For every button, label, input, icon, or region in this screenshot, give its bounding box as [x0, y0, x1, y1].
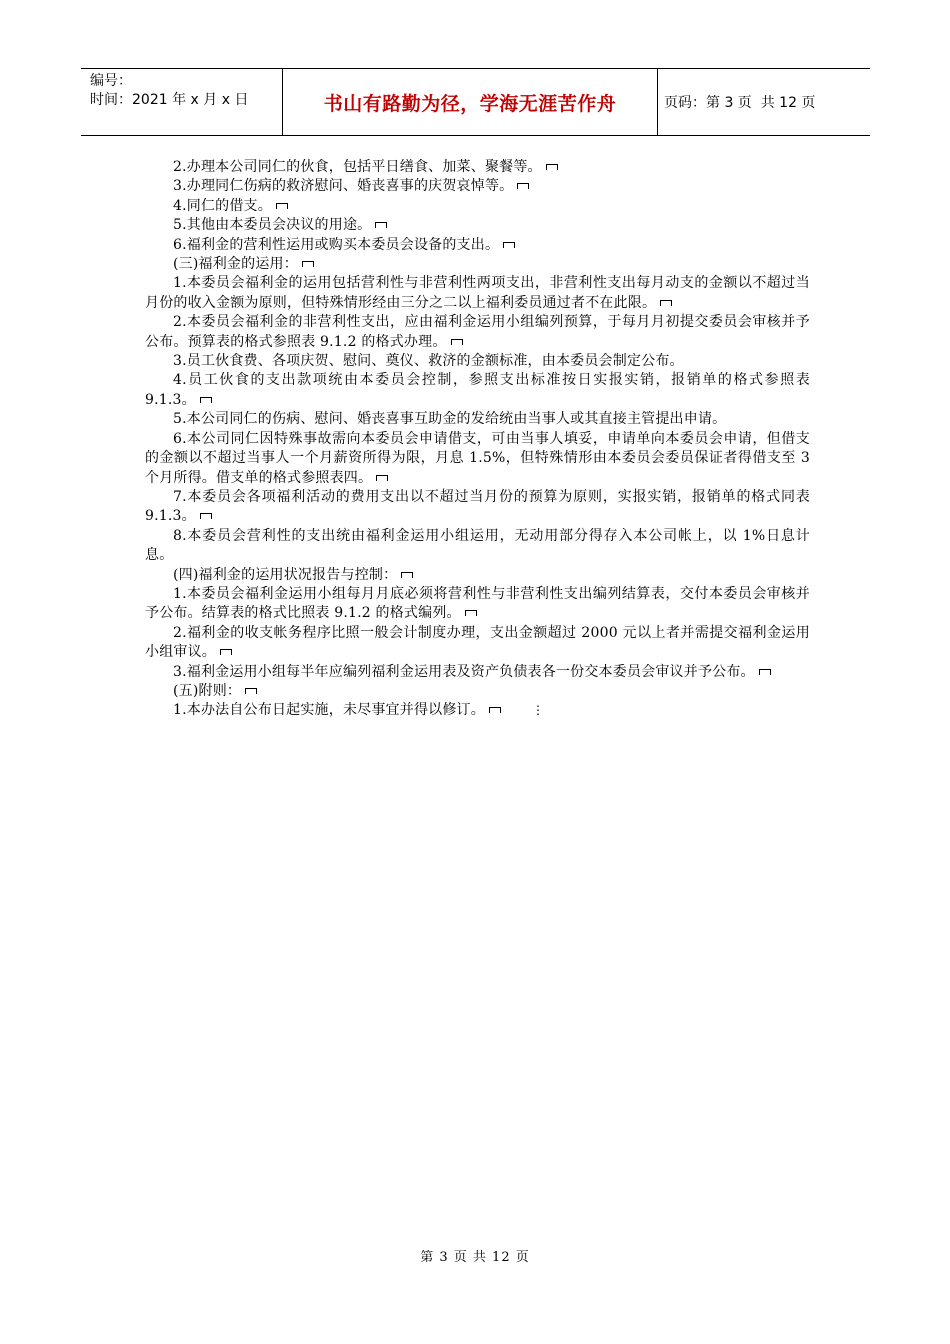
paragraph: 3.员工伙食费、各项庆贺、慰问、奠仪、救济的金额标准，由本委员会制定公布。: [173, 353, 684, 370]
paragraph-mark-icon: [546, 164, 558, 170]
page-footer: 第 3 页 共 12 页: [420, 1250, 530, 1265]
paragraph-mark-icon: [200, 513, 212, 519]
paragraph: 1.本办法自公布日起实施，未尽事宜并得以修订。 ⋮: [145, 701, 810, 720]
paragraph-mark-icon: [660, 300, 672, 306]
doc-number-label: 编号：: [90, 73, 132, 89]
header-motto: 书山有路勤为径，学海无涯苦作舟: [283, 69, 658, 135]
page-header: [81, 68, 870, 136]
section-heading: (五)附则：: [145, 682, 810, 701]
paragraph-mark-icon: [302, 261, 314, 267]
paragraph-mark-icon: [517, 183, 529, 189]
paragraph-mark-icon: [465, 610, 477, 616]
paragraph: 6.福利金的营利性运用或购买本委员会设备的支出。: [145, 236, 810, 255]
paragraph: 4.员工伙食的支出款项统由本委员会控制，参照支出标准按日实报实销，报销单的格式参照表 9.1.3。: [145, 372, 810, 408]
vertical-dots-icon: ⋮: [531, 703, 545, 718]
paragraph: 5.其他由本委员会决议的用途。: [145, 216, 810, 235]
document-body: [145, 158, 810, 721]
section-heading: (三)福利金的运用：: [145, 255, 810, 274]
paragraph-mark-icon: [376, 475, 388, 481]
paragraph-mark-icon: [759, 669, 771, 675]
paragraph-mark-icon: [375, 222, 387, 228]
header-page-info: 页码：第 3 页 共 12 页: [664, 95, 816, 111]
paragraph: 3.福利金运用小组每半年应编列福利金运用表及资产负债表各一份交本委员会审议并予公布。: [145, 663, 810, 682]
paragraph: 5.本公司同仁的伤病、慰问、婚丧喜事互助金的发给统由当事人或其直接主管提出申请。: [173, 411, 727, 428]
paragraph-mark-icon: [276, 203, 288, 209]
paragraph-mark-icon: [220, 649, 232, 655]
paragraph: 2.福利金的收支帐务程序比照一般会计制度办理，支出金额超过 2000 元以上者并需提交福利金运用小组审议。: [145, 624, 810, 661]
header-meta: [81, 69, 283, 135]
paragraph: 4.同仁的借支。: [145, 197, 810, 216]
paragraph: 8.本委员会营利性的支出统由福利金运用小组运用，无动用部分得存入本公司帐上，以 1%日息计息。: [145, 527, 810, 564]
paragraph-mark-icon: [200, 397, 212, 403]
section-heading: (四)福利金的运用状况报告与控制：: [145, 566, 810, 585]
paragraph: 2.办理本公司同仁的伙食，包括平日缮食、加菜、聚餐等。: [145, 158, 810, 177]
paragraph: 2.本委员会福利金的非营利性支出，应由福利金运用小组编列预算，于每月月初提交委员会审核并予公布。预算表的格式参照表 9.1.2 的格式办理。: [145, 314, 810, 350]
paragraph-mark-icon: [245, 688, 257, 694]
paragraph: 1.本委员会福利金的运用包括营利性与非营利性两项支出，非营利性支出每月动支的金额以不超过当月份的收入金额为原则，但特殊情形经由三分之二以上福利委员通过者不在此限。: [145, 275, 810, 311]
paragraph: 6.本公司同仁因特殊事故需向本委员会申请借支，可由当事人填妥，申请单向本委员会申请，但借支的金额以不超过当事人一个月薪资所得为限，月息 1.5%，但特殊情形由本委员会委员保证者得借支至 3 个月所得。借支单的格式参照表四。: [145, 430, 810, 486]
paragraph: 3.办理同仁伤病的救济慰问、婚丧喜事的庆贺哀悼等。: [145, 177, 810, 196]
time-label: 时间：2021 年 x 月 x 日: [90, 92, 249, 108]
paragraph-mark-icon: [489, 707, 501, 713]
paragraph: 1.本委员会福利金运用小组每月月底必须将营利性与非营利性支出编列结算表，交付本委员会审核并予公布。结算表的格式比照表 9.1.2 的格式编列。: [145, 585, 810, 622]
paragraph: 7.本委员会各项福利活动的费用支出以不超过当月份的预算为原则，实报实销，报销单的格式同表 9.1.3。: [145, 488, 810, 525]
paragraph-mark-icon: [503, 242, 515, 248]
paragraph-mark-icon: [451, 339, 463, 345]
paragraph-mark-icon: [401, 572, 413, 578]
